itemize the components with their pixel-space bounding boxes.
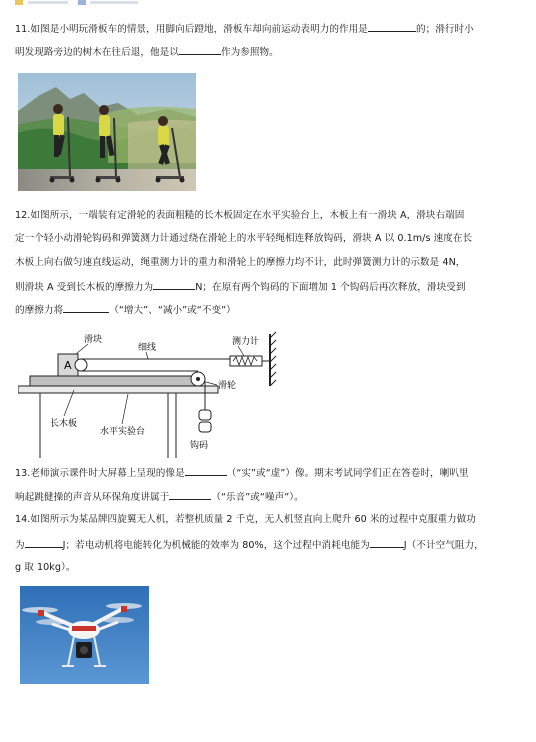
q11-line-2 bbox=[15, 44, 525, 60]
answer-blank bbox=[179, 44, 221, 55]
q12-text: 的摩擦力将 bbox=[15, 305, 64, 316]
q12-text: 则滑块 A 受到长木板的摩擦力为 bbox=[15, 282, 154, 293]
q13-line-1 bbox=[15, 465, 525, 481]
q12-text: N；在原有两个钩码的下面增加 1 个钩码后再次释放，滑块受到 bbox=[195, 282, 466, 293]
answer-blank bbox=[153, 279, 195, 290]
answer-blank bbox=[63, 302, 109, 313]
q12-line-1: 12.如图所示，一端装有定滑轮的表面粗糙的长木板固定在水平实验台上，木板上有一滑块 A，滑块右端固 bbox=[15, 210, 465, 221]
q13-text: 13.老师演示课件时大屏幕上呈现的像是 bbox=[15, 468, 185, 479]
board-label: 长木板 bbox=[50, 419, 78, 429]
q11-text: 11.如图是小明玩滑板车的情景，用脚向后蹬地，滑板车却向前运动表明力的作用是 bbox=[15, 24, 368, 35]
toolbar-icon bbox=[78, 0, 86, 5]
q12-line-4 bbox=[15, 279, 525, 295]
weights-label: 钩码 bbox=[190, 441, 209, 451]
pulley-diagram bbox=[18, 330, 280, 458]
q11-text: 的；滑行时小 bbox=[415, 24, 474, 35]
answer-blank bbox=[185, 465, 227, 476]
pulley-label: 滑轮 bbox=[218, 381, 237, 391]
q12-line-2: 定一个轻小动滑轮钩码和弹簧测力计通过绕在滑轮上的水平轻绳相连释放钩码，滑块 A 以 0.1m/s 速度在长 bbox=[15, 233, 473, 244]
q14-line-2 bbox=[15, 537, 525, 553]
toolbar-item bbox=[90, 1, 138, 4]
answer-blank bbox=[25, 537, 63, 548]
string-label: 细线 bbox=[138, 343, 157, 353]
q13-text: （“实”或“虚”）像。期末考试同学们正在答卷时，喇叭里 bbox=[226, 468, 469, 479]
answer-blank bbox=[169, 489, 211, 500]
table-label: 水平实验台 bbox=[100, 427, 146, 437]
q14-text: 为 bbox=[15, 540, 25, 551]
scooter-photo bbox=[18, 73, 196, 191]
block-a-label: A bbox=[64, 359, 72, 372]
q12-text: （“增大”、“减小”或“不变”） bbox=[109, 305, 236, 316]
q13-line-2 bbox=[15, 489, 525, 505]
toolbar-icon bbox=[15, 0, 23, 5]
answer-blank bbox=[368, 21, 416, 32]
q11-text: 作为参照物。 bbox=[220, 47, 279, 58]
q14-text: J（不计空气阻力， bbox=[403, 540, 484, 551]
q13-text: 响起跳健操的声音从环保角度讲属于 bbox=[15, 492, 170, 503]
q11-line-1 bbox=[15, 21, 525, 37]
q14-line-3: g 取 10kg）。 bbox=[15, 562, 76, 573]
q12-line-5 bbox=[15, 302, 525, 318]
q11-text: 明发现路旁边的树木在往后退，他是以 bbox=[15, 47, 179, 58]
top-toolbar-strip bbox=[0, 0, 536, 6]
q14-line-1: 14.如图所示为某品牌四旋翼无人机，若整机质量 2 千克，无人机竖直向上爬升 60 米的过程中克服重力做功 bbox=[15, 514, 476, 525]
slider-label: 滑块 bbox=[84, 335, 103, 345]
answer-blank bbox=[370, 537, 404, 548]
q13-text: （“乐音”或“噪声”）。 bbox=[211, 492, 304, 503]
q12-line-3: 木板上向右做匀速直线运动，绳重测力计的重力和滑轮上的摩擦力均不计，此时弹簧测力计的示数是 4N， bbox=[15, 257, 466, 268]
toolbar-item bbox=[28, 1, 68, 4]
meter-label: 测力计 bbox=[232, 337, 260, 347]
drone-photo bbox=[20, 586, 149, 684]
q14-text: J；若电动机将电能转化为机械能的效率为 80%，这个过程中消耗电能为 bbox=[62, 540, 370, 551]
